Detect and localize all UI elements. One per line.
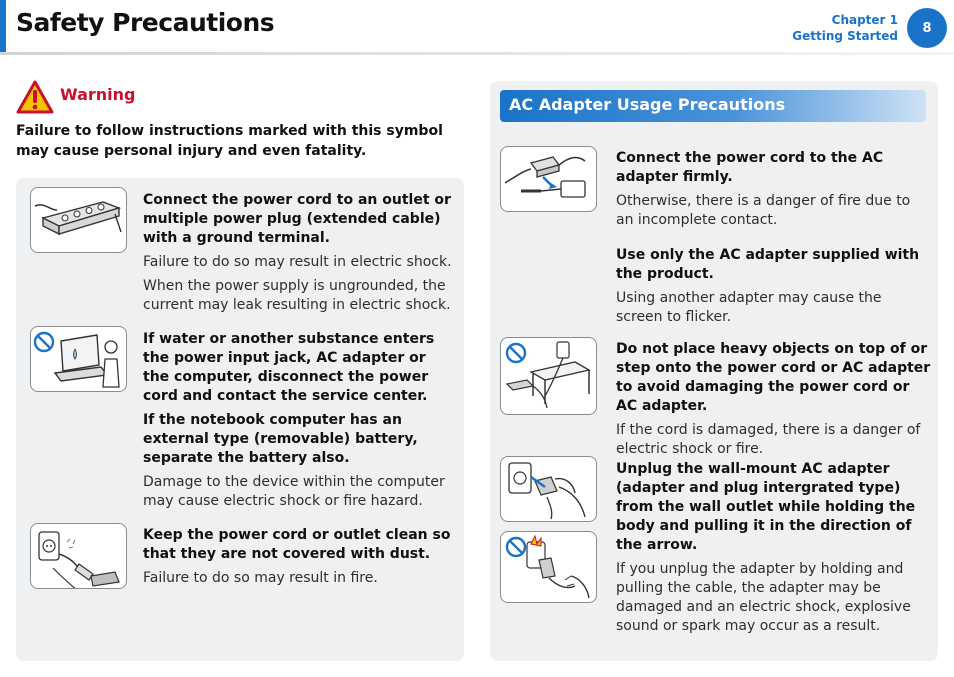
item-text: Using another adapter may cause the screen to flicker. xyxy=(616,290,882,325)
warning-title: Warning xyxy=(60,84,136,104)
item-text: If you unplug the adapter by holding and pulling the cable, the adapter may be damaged and an electric shock, explosive sound or spark may occur as a result. xyxy=(616,561,911,634)
item-text: Otherwise, there is a danger of fire due to an incomplete contact. xyxy=(616,193,911,228)
item-heading: Unplug the wall-mount AC adapter (adapter and plug intergrated type) from the wall outlet while holding the body and pulling it in the direction of the arrow. xyxy=(616,461,916,553)
pull-cable-thumbnail xyxy=(500,531,597,603)
warning-triangle-icon xyxy=(16,80,54,114)
chapter-label xyxy=(792,12,898,44)
unplug-adapter-thumbnail xyxy=(500,456,597,522)
pull-cable-prohibited-icon xyxy=(501,532,595,602)
item-heading: If water or another substance enters the power input jack, AC adapter or the computer, disconnect the power cord and contact the service center. xyxy=(143,331,435,404)
warning-text: Failure to follow instructions marked with this symbol may cause personal injury and even fatality. xyxy=(16,123,443,159)
item-heading-secondary: If the notebook computer has an external type (removable) battery, separate the battery also. xyxy=(143,412,418,466)
right-item-unplug xyxy=(616,460,931,636)
right-item-connect xyxy=(616,149,928,327)
header-divider xyxy=(0,52,954,55)
heavy-object-cord-icon xyxy=(501,338,595,414)
left-item-dust xyxy=(143,526,453,588)
item-text: When the power supply is ungrounded, the current may leak resulting in electric shock. xyxy=(143,278,451,313)
page-number-badge: 8 xyxy=(907,8,947,48)
item-heading: Connect the power cord to the AC adapter firmly. xyxy=(616,150,884,185)
chapter-number: Chapter 1 xyxy=(831,13,898,27)
item-text: Failure to do so may result in fire. xyxy=(143,570,378,586)
item-heading: Keep the power cord or outlet clean so that they are not covered with dust. xyxy=(143,527,451,562)
item-heading-secondary: Use only the AC adapter supplied with the product. xyxy=(616,247,920,282)
dusty-outlet-icon xyxy=(31,524,125,589)
section-title: AC Adapter Usage Precautions xyxy=(509,95,786,114)
header-accent-bar xyxy=(0,0,6,52)
heavy-object-thumbnail xyxy=(500,337,597,415)
section-header xyxy=(500,90,926,122)
left-item-water xyxy=(143,330,453,511)
warning-heading xyxy=(16,80,135,114)
item-heading: Connect the power cord to an outlet or multiple power plug (extended cable) with a ground terminal. xyxy=(143,192,451,246)
item-text: If the cord is damaged, there is a danger of electric shock or fire. xyxy=(616,422,921,457)
ac-adapter-cord-thumbnail xyxy=(500,146,597,212)
ac-adapter-cord-icon xyxy=(501,147,595,210)
item-text: Damage to the device within the computer may cause electric shock or fire hazard. xyxy=(143,474,445,509)
power-strip-thumbnail xyxy=(30,187,127,253)
unplug-adapter-icon xyxy=(501,457,595,520)
water-laptop-icon xyxy=(31,327,125,390)
dusty-outlet-thumbnail xyxy=(30,523,127,589)
item-heading: Do not place heavy objects on top of or step onto the power cord or AC adapter to avoid damaging the power cord or AC adapter. xyxy=(616,341,931,414)
item-text: Failure to do so may result in electric shock. xyxy=(143,254,452,270)
right-item-heavy-objects xyxy=(616,340,931,459)
water-laptop-thumbnail xyxy=(30,326,127,392)
power-strip-icon xyxy=(31,188,125,251)
chapter-name: Getting Started xyxy=(792,29,898,43)
page-title: Safety Precautions xyxy=(16,8,275,37)
left-item-ground xyxy=(143,191,453,315)
